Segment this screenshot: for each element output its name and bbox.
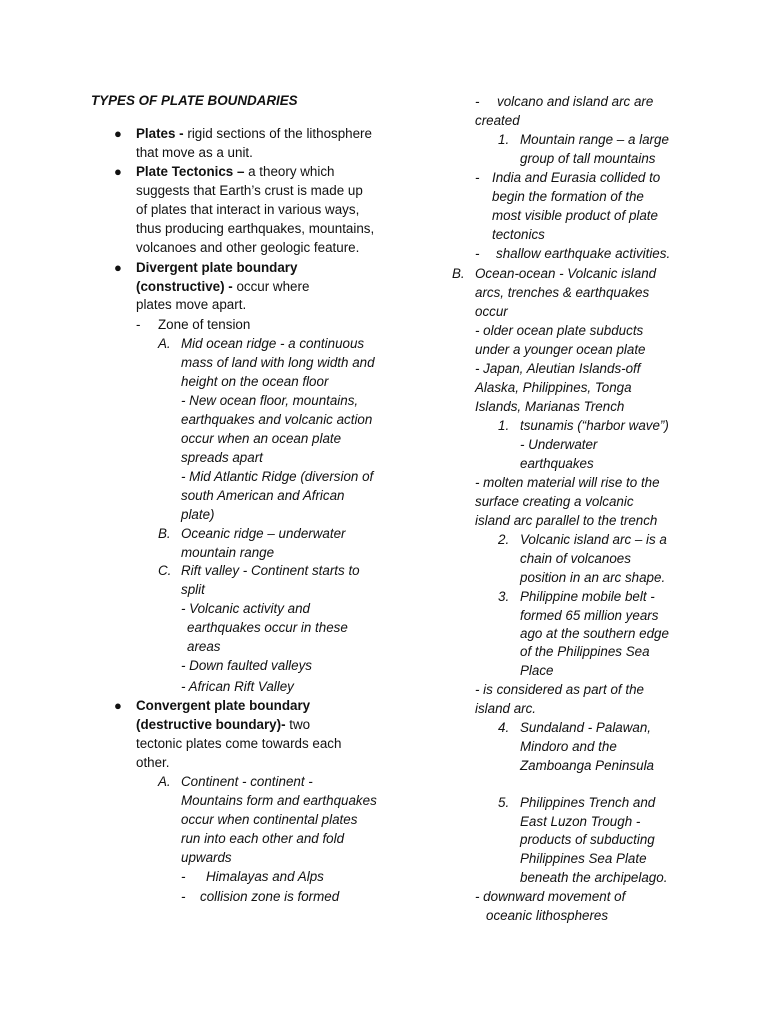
mountain-range-line-1: Mountain range – a large: [520, 132, 669, 147]
tectonics-line-2: suggests that Earth’s crust is made up: [136, 183, 363, 198]
plates-line-2: that move as a unit.: [136, 145, 253, 160]
list-marker-b: B.: [158, 526, 171, 541]
list-marker-b: B.: [452, 266, 465, 281]
convergent-line-3: tectonic plates come towards each: [136, 736, 342, 751]
continent-line-2: Mountains form and earthquakes: [181, 793, 377, 808]
convergent-line-2: [136, 715, 310, 734]
himalayas-line: Himalayas and Alps: [206, 869, 324, 884]
india-line-3: most visible product of plate: [492, 208, 658, 223]
tectonics-line-4: thus producing earthquakes, mountains,: [136, 221, 375, 236]
mid-ocean-line-5: earthquakes and volcanic action: [181, 412, 373, 427]
tectonics-line-1: [136, 162, 334, 181]
continent-line-3: occur when continental plates: [181, 812, 358, 827]
zone-of-tension: Zone of tension: [158, 317, 251, 332]
list-marker-a: A.: [158, 336, 171, 351]
dash-mark: -: [181, 869, 186, 884]
volcanic-arc-line-2: chain of volcanoes: [520, 551, 631, 566]
ocean-ocean-line-7: Alaska, Philippines, Tonga: [475, 380, 632, 395]
bullet-icon: ●: [114, 698, 122, 713]
mid-ocean-line-1: Mid ocean ridge - a continuous: [181, 336, 365, 351]
page-title: TYPES OF PLATE BOUNDARIES: [91, 93, 298, 108]
trench-line-3: products of subducting: [520, 832, 655, 847]
rift-line-5: areas: [187, 639, 221, 654]
list-marker-3: 3.: [498, 589, 510, 604]
list-marker-1: 1.: [498, 418, 510, 433]
dash-mark: -: [475, 246, 480, 261]
ocean-ocean-line-1: Ocean-ocean - Volcanic island: [475, 266, 657, 281]
divergent-term-2: (constructive) -: [136, 279, 237, 294]
mobile-belt-line-4: of the Philippines Sea: [520, 644, 650, 659]
ocean-ocean-line-2: arcs, trenches & earthquakes: [475, 285, 650, 300]
volcanic-arc-line-1: Volcanic island arc – is a: [520, 532, 667, 547]
trench-line-4: Philippines Sea Plate: [520, 851, 647, 866]
tectonics-term: Plate Tectonics –: [136, 164, 249, 179]
plates-term: Plates -: [136, 126, 188, 141]
trench-line-2: East Luzon Trough -: [520, 814, 641, 829]
convergent-term-2: (destructive boundary)-: [136, 717, 290, 732]
shallow-line: shallow earthquake activities.: [496, 246, 671, 261]
tectonics-line-5: volcanoes and other geologic feature.: [136, 240, 360, 255]
list-marker-a: A.: [158, 774, 171, 789]
convergent-line-4: other.: [136, 755, 170, 770]
convergent-term-1: Convergent plate boundary: [136, 698, 311, 713]
considered-line-1: - is considered as part of the: [475, 682, 644, 697]
bullet-icon: ●: [114, 260, 122, 275]
list-marker-1: 1.: [498, 132, 510, 147]
sundaland-line-1: Sundaland - Palawan,: [520, 720, 652, 735]
volcanic-arc-line-3: position in an arc shape.: [520, 570, 666, 585]
list-marker-c: C.: [158, 563, 172, 578]
sundaland-line-2: Mindoro and the: [520, 739, 617, 754]
sundaland-line-3: Zamboanga Peninsula: [520, 758, 654, 773]
trench-line-5: beneath the archipelago.: [520, 870, 668, 885]
divergent-def: occur where: [236, 279, 310, 294]
mobile-belt-line-3: ago at the southern edge: [520, 626, 669, 641]
volcano-line-1: volcano and island arc are: [497, 94, 654, 109]
ocean-ocean-line-6: - Japan, Aleutian Islands-off: [475, 361, 641, 376]
continent-line-5: upwards: [181, 850, 232, 865]
mid-ocean-line-10: plate): [181, 507, 215, 522]
rift-line-6: - Down faulted valleys: [181, 658, 312, 673]
india-line-2: begin the formation of the: [492, 189, 644, 204]
list-marker-4: 4.: [498, 720, 510, 735]
ocean-ocean-line-3: occur: [475, 304, 508, 319]
mountain-range-line-2: group of tall mountains: [520, 151, 656, 166]
plates-def: rigid sections of the lithosphere: [187, 126, 372, 141]
dash-mark: -: [181, 889, 186, 904]
continent-line-1: Continent - continent -: [181, 774, 313, 789]
oceanic-ridge-line-2: mountain range: [181, 545, 275, 560]
rift-line-4: earthquakes occur in these: [187, 620, 348, 635]
list-marker-5: 5.: [498, 795, 510, 810]
list-marker-2: 2.: [498, 532, 510, 547]
india-line-4: tectonics: [492, 227, 545, 242]
rift-line-1: Rift valley - Continent starts to: [181, 563, 360, 578]
mobile-belt-line-5: Place: [520, 663, 554, 678]
tectonics-def: a theory which: [248, 164, 335, 179]
bullet-icon: ●: [114, 164, 122, 179]
divergent-line-3: plates move apart.: [136, 297, 247, 312]
rift-line-3: - Volcanic activity and: [181, 601, 311, 616]
collision-line: collision zone is formed: [200, 889, 340, 904]
mid-ocean-line-7: spreads apart: [181, 450, 263, 465]
dash-mark: -: [475, 170, 480, 185]
tsunami-line-3: earthquakes: [520, 456, 594, 471]
continent-line-4: run into each other and fold: [181, 831, 345, 846]
tsunami-line-1: tsunamis (“harbor wave”): [520, 418, 669, 433]
divergent-line-2: [136, 277, 309, 296]
downward-line-2: oceanic lithospheres: [486, 908, 609, 923]
dash-mark: -: [475, 94, 480, 109]
mobile-belt-line-2: formed 65 million years: [520, 608, 659, 623]
molten-line-1: - molten material will rise to the: [475, 475, 660, 490]
considered-line-2: island arc.: [475, 701, 537, 716]
rift-line-7: - African Rift Valley: [181, 679, 294, 694]
ocean-ocean-line-8: Islands, Marianas Trench: [475, 399, 625, 414]
mid-ocean-line-2: mass of land with long width and: [181, 355, 375, 370]
mid-ocean-line-3: height on the ocean floor: [181, 374, 329, 389]
divergent-term-1: Divergent plate boundary: [136, 260, 298, 275]
trench-line-1: Philippines Trench and: [520, 795, 656, 810]
mid-ocean-line-9: south American and African: [181, 488, 345, 503]
convergent-def: two: [289, 717, 311, 732]
ocean-ocean-line-5: under a younger ocean plate: [475, 342, 646, 357]
plates-line-1: [136, 124, 372, 143]
mid-ocean-line-8: - Mid Atlantic Ridge (diversion of: [181, 469, 374, 484]
mid-ocean-line-4: - New ocean floor, mountains,: [181, 393, 359, 408]
dash-mark: -: [136, 317, 141, 332]
ocean-ocean-line-4: - older ocean plate subducts: [475, 323, 644, 338]
india-line-1: India and Eurasia collided to: [492, 170, 661, 185]
tectonics-line-3: of plates that interact in various ways,: [136, 202, 360, 217]
mobile-belt-line-1: Philippine mobile belt -: [520, 589, 655, 604]
molten-line-2: surface creating a volcanic: [475, 494, 634, 509]
volcano-line-2: created: [475, 113, 520, 128]
molten-line-3: island arc parallel to the trench: [475, 513, 658, 528]
rift-line-2: split: [181, 582, 205, 597]
downward-line-1: - downward movement of: [475, 889, 626, 904]
bullet-icon: ●: [114, 126, 122, 141]
mid-ocean-line-6: occur when an ocean plate: [181, 431, 342, 446]
tsunami-line-2: - Underwater: [520, 437, 598, 452]
oceanic-ridge-line-1: Oceanic ridge – underwater: [181, 526, 346, 541]
